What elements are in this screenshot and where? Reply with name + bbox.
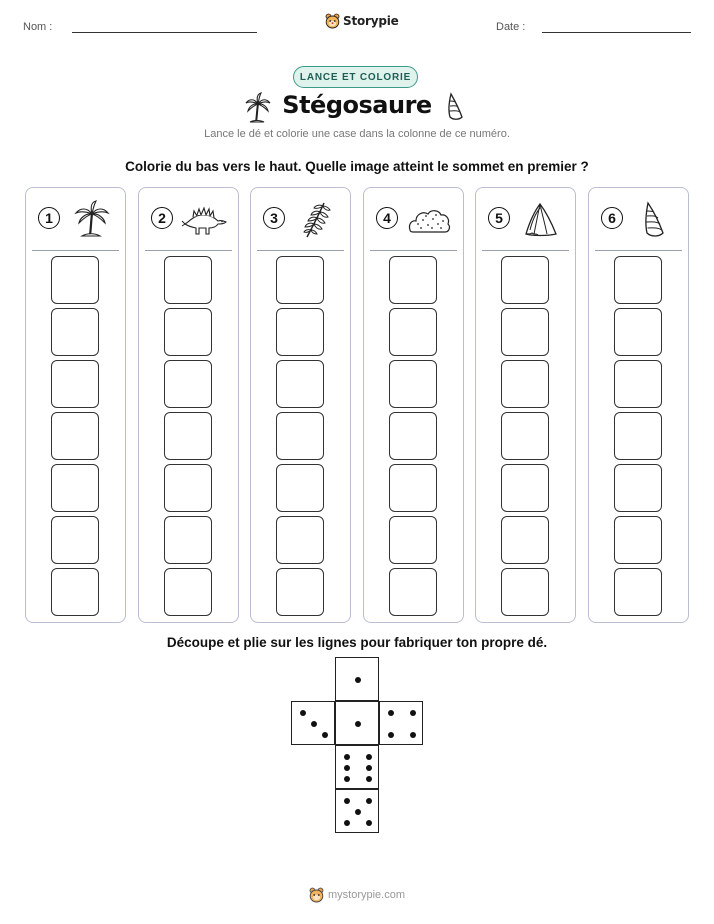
color-box[interactable] xyxy=(501,256,549,304)
column-divider xyxy=(32,250,119,251)
color-box[interactable] xyxy=(51,464,99,512)
color-box[interactable] xyxy=(614,308,662,356)
column-number: 5 xyxy=(488,207,510,229)
dice-pip xyxy=(344,820,350,826)
color-box[interactable] xyxy=(51,256,99,304)
column-number: 2 xyxy=(151,207,173,229)
fern-leaf-icon xyxy=(293,200,339,240)
fossil-shell-icon xyxy=(518,200,564,240)
color-box[interactable] xyxy=(51,360,99,408)
dice-pip xyxy=(322,732,328,738)
color-box[interactable] xyxy=(614,412,662,460)
column-divider xyxy=(595,250,682,251)
color-box[interactable] xyxy=(276,256,324,304)
dice-face-5 xyxy=(335,789,379,833)
color-box[interactable] xyxy=(501,308,549,356)
dice-face-1-center xyxy=(335,701,379,745)
color-box[interactable] xyxy=(389,360,437,408)
color-box[interactable] xyxy=(389,256,437,304)
color-box[interactable] xyxy=(389,568,437,616)
color-box[interactable] xyxy=(389,464,437,512)
color-box[interactable] xyxy=(614,464,662,512)
page-title: Stégosaure xyxy=(282,91,432,119)
column-number: 4 xyxy=(376,207,398,229)
dice-face-4 xyxy=(379,701,423,745)
dice-pip xyxy=(366,798,372,804)
dice-pip xyxy=(388,732,394,738)
color-box[interactable] xyxy=(389,308,437,356)
color-box[interactable] xyxy=(164,308,212,356)
column-5 xyxy=(475,187,576,623)
color-box[interactable] xyxy=(501,412,549,460)
color-box[interactable] xyxy=(51,308,99,356)
color-box[interactable] xyxy=(389,516,437,564)
coloring-instruction: Colorie du bas vers le haut. Quelle image atteint le sommet en premier ? xyxy=(125,159,589,174)
color-box[interactable] xyxy=(614,360,662,408)
dice-pip xyxy=(355,809,361,815)
color-box[interactable] xyxy=(164,256,212,304)
color-box[interactable] xyxy=(276,360,324,408)
color-box[interactable] xyxy=(164,516,212,564)
dice-pip xyxy=(388,710,394,716)
palm-tree-icon xyxy=(68,200,114,240)
color-box[interactable] xyxy=(614,256,662,304)
brand-logo xyxy=(325,13,399,29)
color-box[interactable] xyxy=(389,412,437,460)
dice-face-3 xyxy=(291,701,335,745)
column-4 xyxy=(363,187,464,623)
column-divider xyxy=(370,250,457,251)
dice-face-1 xyxy=(335,657,379,701)
column-number: 3 xyxy=(263,207,285,229)
dice-pip xyxy=(366,765,372,771)
dice-pip xyxy=(300,710,306,716)
page-subtitle: Lance le dé et colorie une case dans la colonne de ce numéro. xyxy=(204,128,510,140)
column-3 xyxy=(250,187,351,623)
dice-instruction: Découpe et plie sur les lignes pour fabriquer ton propre dé. xyxy=(166,635,548,650)
dice-pip xyxy=(311,721,317,727)
column-divider xyxy=(482,250,569,251)
column-1 xyxy=(25,187,126,623)
dice-pip xyxy=(344,798,350,804)
color-box[interactable] xyxy=(501,568,549,616)
activity-badge: LANCE ET COLORIE xyxy=(293,66,418,88)
dice-pip xyxy=(344,765,350,771)
dice-pip xyxy=(366,776,372,782)
footer-mascot-icon xyxy=(309,887,324,903)
color-box[interactable] xyxy=(164,412,212,460)
stegosaurus-icon xyxy=(181,200,227,240)
footer-url: mystorypie.com xyxy=(328,889,406,901)
color-box[interactable] xyxy=(51,412,99,460)
column-6 xyxy=(588,187,689,623)
date-label: Date : xyxy=(496,21,526,33)
dice-face-6 xyxy=(335,745,379,789)
color-box[interactable] xyxy=(51,568,99,616)
dice-pip xyxy=(355,721,361,727)
bush-icon xyxy=(406,200,452,240)
dinosaur-horn-icon xyxy=(443,92,467,122)
color-box[interactable] xyxy=(501,360,549,408)
dice-pip xyxy=(366,820,372,826)
date-field-line[interactable] xyxy=(542,32,691,33)
dice-pip xyxy=(344,776,350,782)
name-label: Nom : xyxy=(23,21,53,33)
name-field-line[interactable] xyxy=(72,32,257,33)
column-2 xyxy=(138,187,239,623)
color-box[interactable] xyxy=(276,464,324,512)
footer xyxy=(309,887,405,903)
dice-pip xyxy=(410,732,416,738)
brand-name: Storypie xyxy=(343,14,399,28)
color-box[interactable] xyxy=(501,516,549,564)
color-box[interactable] xyxy=(614,516,662,564)
color-box[interactable] xyxy=(51,516,99,564)
color-box[interactable] xyxy=(164,464,212,512)
dice-pip xyxy=(344,754,350,760)
color-box[interactable] xyxy=(276,568,324,616)
dinosaur-horn-icon xyxy=(631,200,677,240)
color-box[interactable] xyxy=(276,308,324,356)
color-box[interactable] xyxy=(164,360,212,408)
column-divider xyxy=(145,250,232,251)
color-box[interactable] xyxy=(276,412,324,460)
color-box[interactable] xyxy=(614,568,662,616)
color-box[interactable] xyxy=(276,516,324,564)
dice-pip xyxy=(366,754,372,760)
color-box[interactable] xyxy=(164,568,212,616)
mascot-icon xyxy=(325,13,340,29)
column-number: 6 xyxy=(601,207,623,229)
column-divider xyxy=(257,250,344,251)
color-box[interactable] xyxy=(501,464,549,512)
column-number: 1 xyxy=(38,207,60,229)
dice-pip xyxy=(410,710,416,716)
dice-pip xyxy=(355,677,361,683)
